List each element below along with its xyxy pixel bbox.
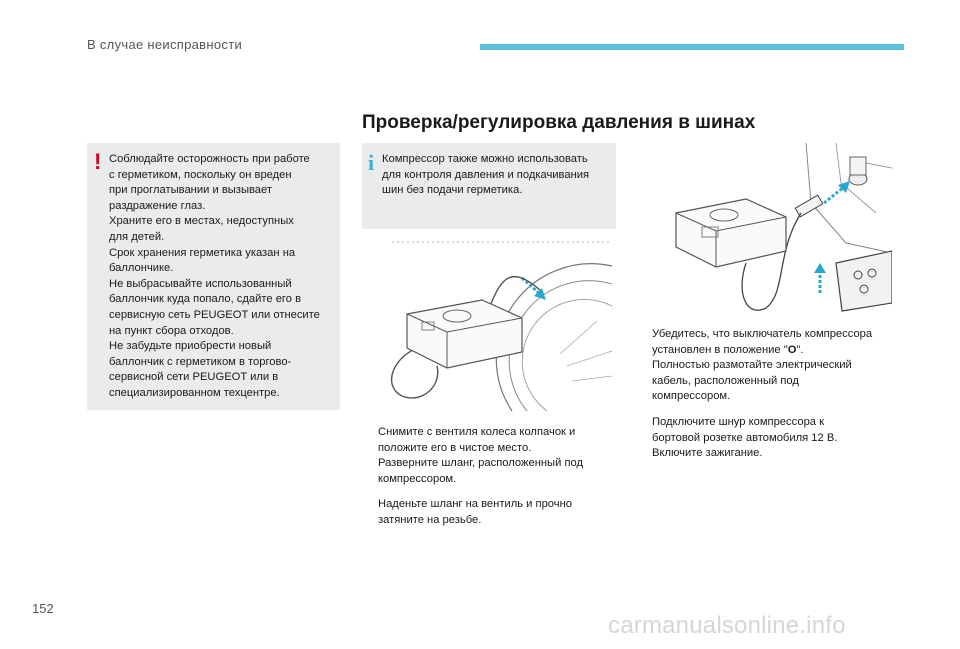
step-item <box>362 456 616 487</box>
section-title: Проверка/регулировка давления в шинах <box>362 112 756 133</box>
info-icon: i <box>368 150 375 175</box>
steps-right <box>636 327 896 462</box>
warning-line: на пункт сбора отходов. <box>109 324 234 337</box>
warning-line: баллончик куда попало, сдайте его в <box>109 293 302 306</box>
warning-line: специализированном техцентре. <box>109 386 280 399</box>
step-line: Полностью размотайте электрический <box>652 359 852 372</box>
compressor-socket-illustration <box>636 143 892 323</box>
step-line: Подключите шнур компрессора к <box>652 415 825 428</box>
warning-box <box>87 143 340 410</box>
step-line: компрессором. <box>378 472 457 485</box>
step-line: Включите зажигание. <box>652 447 763 460</box>
info-line: для контроля давления и подкачивания <box>382 168 590 181</box>
info-text <box>382 152 612 199</box>
step-line: компрессором. <box>652 390 731 403</box>
step-line: Наденьте шланг на вентиль и прочно <box>378 498 573 511</box>
warning-line: баллончик с герметиком в торгово- <box>109 355 292 368</box>
warning-line: Не забудьте приобрести новый <box>109 340 272 353</box>
step-unwind-cable <box>636 358 896 405</box>
warning-line: с герметиком, поскольку он вреден <box>109 168 292 181</box>
step-line: Снимите с вентиля колеса колпачок и <box>378 426 576 438</box>
step-item <box>362 497 616 528</box>
warning-line: раздражение глаз. <box>109 199 206 212</box>
warning-line: Соблюдайте осторожность при работе <box>109 153 310 165</box>
warning-line: сервисной сети PEUGEOT или в <box>109 371 279 384</box>
step-line: Убедитесь, что выключатель компрессора <box>652 328 873 340</box>
warning-line: для детей. <box>109 230 165 243</box>
step-ignition <box>636 446 896 462</box>
step-line: бортовой розетке автомобиля 12 В. <box>652 431 838 444</box>
warning-line: баллончике. <box>109 262 174 275</box>
warning-line: сервисную сеть PEUGEOT или отнесите <box>109 308 320 321</box>
step-line: установлен в положение "O". <box>652 343 804 356</box>
step-line: затяните на резьбе. <box>378 513 482 526</box>
step-connect-socket <box>636 415 896 446</box>
info-line: шин без подачи герметика. <box>382 184 523 197</box>
warning-line: Храните его в местах, недоступных <box>109 215 294 228</box>
info-box <box>362 143 616 229</box>
step-line: кабель, расположенный под <box>652 374 799 387</box>
warning-line: Срок хранения герметика указан на <box>109 246 296 259</box>
step-line: положите его в чистое место. <box>378 441 532 454</box>
step-line: Разверните шланг, расположенный под <box>378 457 584 470</box>
watermark: carmanualsonline.info <box>608 612 846 639</box>
warning-line: Не выбрасывайте использованный <box>109 277 292 290</box>
warning-line: при проглатывании и вызывает <box>109 184 272 197</box>
step-item <box>362 425 616 456</box>
page-number: 152 <box>32 601 54 616</box>
steps-left <box>362 425 616 529</box>
step-check-switch <box>636 327 896 358</box>
switch-position-o: O <box>787 343 797 356</box>
header-title: В случае неисправности <box>87 37 243 52</box>
compressor-tyre-illustration <box>362 236 616 416</box>
warning-text <box>109 152 334 402</box>
info-line: Компрессор также можно использовать <box>382 153 588 165</box>
header-accent-bar <box>480 44 904 50</box>
warning-icon: ! <box>94 149 102 174</box>
